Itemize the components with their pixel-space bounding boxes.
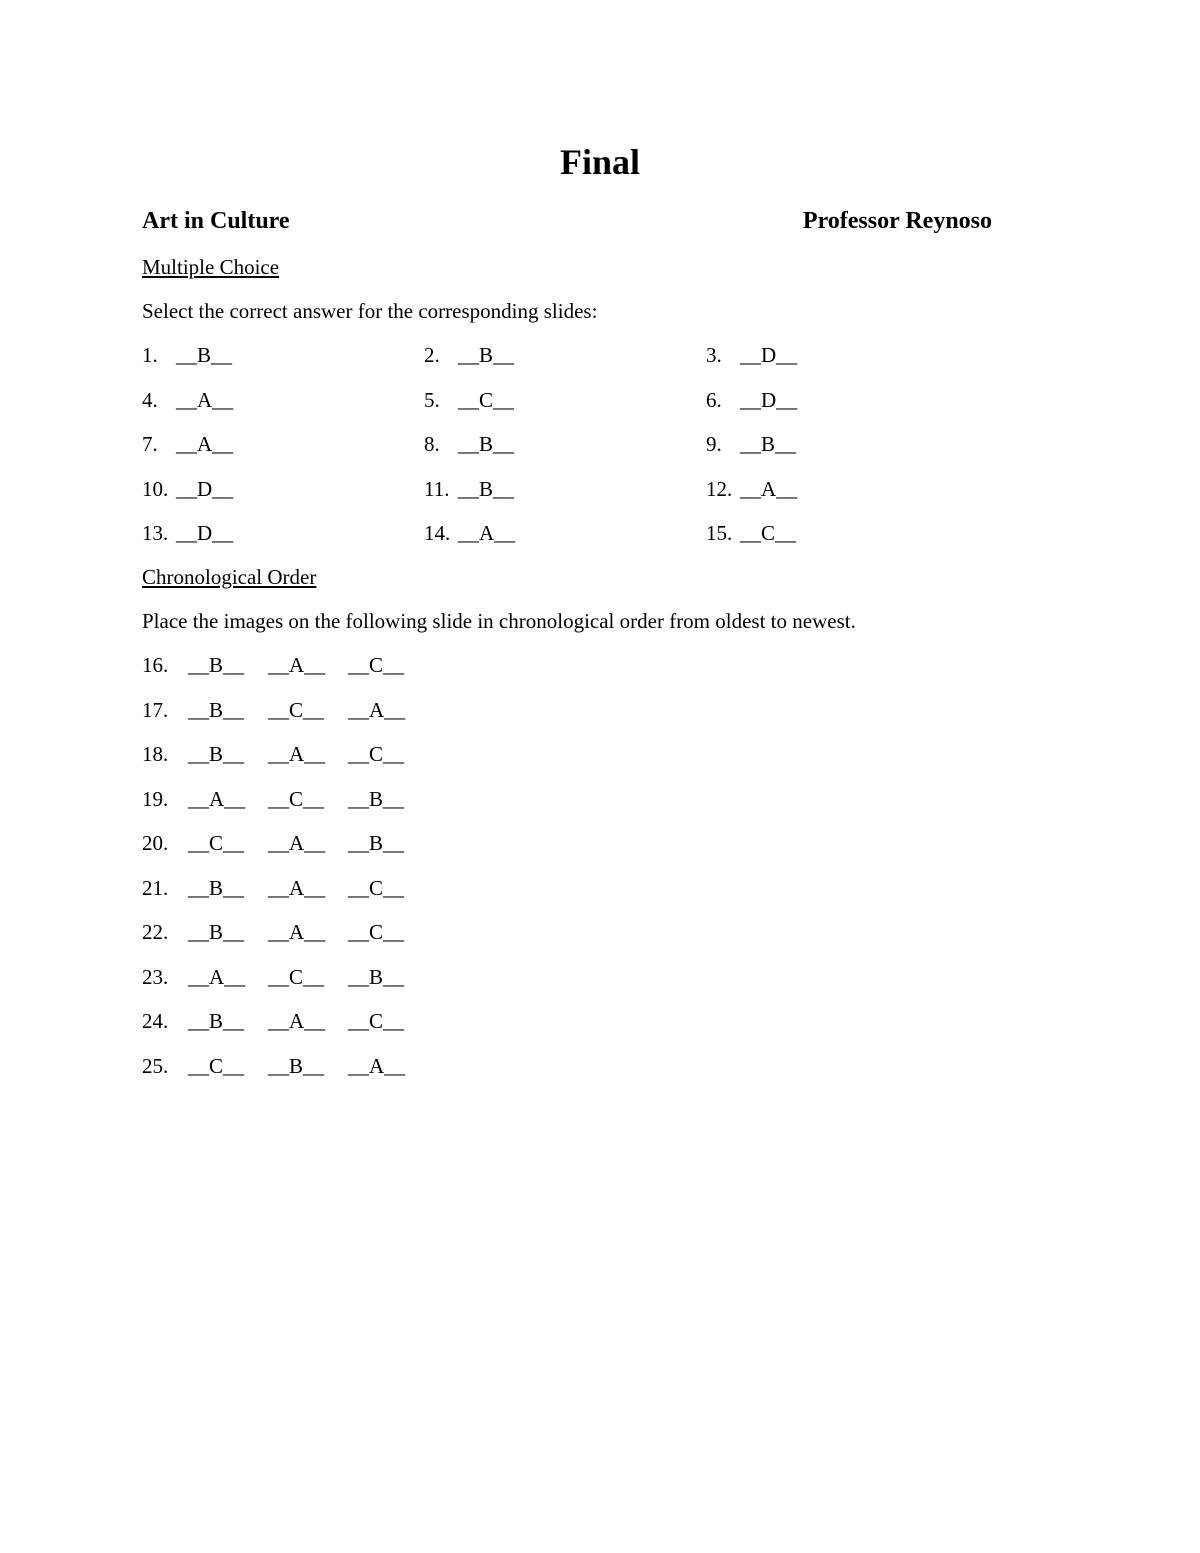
chronological-order-item bbox=[142, 963, 428, 991]
chronological-order-instructions: Place the images on the following slide in chronological order from oldest to newest. bbox=[142, 609, 856, 633]
chronological-order-item bbox=[142, 874, 428, 902]
question-number: 15. bbox=[706, 521, 733, 545]
multiple-choice-item bbox=[142, 341, 232, 369]
question-number: 25. bbox=[142, 1053, 169, 1078]
answer-value: __D__ bbox=[740, 387, 798, 412]
multiple-choice-instructions: Select the correct answer for the corresponding slides: bbox=[142, 299, 598, 323]
multiple-choice-item bbox=[142, 519, 233, 547]
answer-value: __C__ bbox=[458, 387, 515, 412]
multiple-choice-item bbox=[424, 519, 515, 547]
question-number: 16. bbox=[142, 653, 169, 677]
answer-value: __D__ bbox=[740, 343, 798, 367]
answer-value: __B__ bbox=[188, 697, 245, 722]
question-number: 10. bbox=[142, 476, 169, 501]
question-number: 3. bbox=[706, 343, 722, 367]
answer-value: __D__ bbox=[176, 476, 234, 501]
professor-name: Professor Reynoso bbox=[802, 208, 992, 234]
answer-value: __B__ bbox=[458, 476, 515, 501]
document-header bbox=[142, 204, 992, 238]
chronological-order-item bbox=[142, 740, 428, 768]
answer-value: __B__ bbox=[188, 653, 245, 677]
multiple-choice-item bbox=[142, 386, 233, 414]
chronological-order-heading: Chronological Order bbox=[142, 565, 317, 589]
answer-value: __A__ bbox=[458, 521, 516, 545]
answer-value: __A__ bbox=[176, 387, 234, 412]
multiple-choice-item bbox=[142, 430, 233, 458]
document-title: Final bbox=[559, 142, 640, 182]
question-number: 14. bbox=[424, 521, 451, 545]
question-number: 8. bbox=[424, 432, 440, 456]
answer-value: __C__ bbox=[268, 786, 325, 811]
question-number: 6. bbox=[706, 387, 722, 412]
question-number: 12. bbox=[706, 476, 733, 501]
answer-value: __D__ bbox=[176, 521, 234, 545]
answer-value: __A__ bbox=[268, 920, 326, 944]
multiple-choice-item bbox=[706, 341, 797, 369]
multiple-choice-item bbox=[706, 475, 797, 503]
answer-value: __B__ bbox=[188, 920, 245, 944]
chronological-order-item bbox=[142, 696, 428, 724]
chronological-order-item bbox=[142, 829, 428, 857]
question-number: 17. bbox=[142, 697, 169, 722]
chronological-order-item bbox=[142, 918, 428, 946]
multiple-choice-item bbox=[706, 519, 796, 547]
answer-value: __C__ bbox=[348, 1009, 405, 1033]
answer-value: __B__ bbox=[348, 831, 405, 855]
question-number: 23. bbox=[142, 964, 169, 989]
answer-value: __A__ bbox=[348, 1053, 406, 1078]
multiple-choice-item bbox=[142, 475, 233, 503]
question-number: 19. bbox=[142, 786, 169, 811]
answer-value: __B__ bbox=[348, 964, 405, 989]
question-number: 22. bbox=[142, 920, 169, 944]
answer-value: __A__ bbox=[188, 964, 246, 989]
multiple-choice-heading: Multiple Choice bbox=[142, 255, 280, 279]
question-number: 20. bbox=[142, 831, 169, 855]
question-number: 9. bbox=[706, 432, 722, 456]
answer-value: __C__ bbox=[348, 875, 405, 900]
question-number: 24. bbox=[142, 1009, 169, 1033]
answer-value: __B__ bbox=[188, 742, 245, 766]
answer-value: __C__ bbox=[268, 697, 325, 722]
answer-value: __C__ bbox=[348, 653, 405, 677]
answer-value: __A__ bbox=[348, 697, 406, 722]
answer-value: __B__ bbox=[268, 1053, 325, 1078]
answer-value: __C__ bbox=[268, 964, 325, 989]
answer-value: __C__ bbox=[348, 742, 405, 766]
course-name: Art in Culture bbox=[142, 208, 290, 234]
answer-value: __B__ bbox=[740, 432, 797, 456]
question-number: 5. bbox=[424, 387, 440, 412]
answer-value: __A__ bbox=[268, 875, 326, 900]
multiple-choice-item bbox=[424, 386, 514, 414]
answer-value: __A__ bbox=[268, 742, 326, 766]
question-number: 2. bbox=[424, 343, 440, 367]
answer-value: __B__ bbox=[348, 786, 405, 811]
question-number: 1. bbox=[142, 343, 158, 367]
answer-value: __C__ bbox=[348, 920, 405, 944]
answer-value: __A__ bbox=[188, 786, 246, 811]
chronological-order-item bbox=[142, 1052, 428, 1080]
answer-value: __B__ bbox=[176, 343, 233, 367]
answer-value: __A__ bbox=[268, 653, 326, 677]
question-number: 11. bbox=[424, 476, 450, 501]
multiple-choice-item bbox=[424, 430, 514, 458]
chronological-order-item bbox=[142, 1007, 428, 1035]
question-number: 13. bbox=[142, 521, 169, 545]
chronological-order-item bbox=[142, 785, 428, 813]
answer-value: __A__ bbox=[740, 476, 798, 501]
answer-value: __A__ bbox=[176, 432, 234, 456]
multiple-choice-item bbox=[706, 386, 797, 414]
answer-value: __C__ bbox=[740, 521, 797, 545]
multiple-choice-item bbox=[424, 475, 514, 503]
answer-value: __B__ bbox=[458, 343, 515, 367]
answer-value: __C__ bbox=[188, 1053, 245, 1078]
answer-value: __A__ bbox=[268, 1009, 326, 1033]
question-number: 7. bbox=[142, 432, 158, 456]
answer-value: __B__ bbox=[188, 875, 245, 900]
answer-value: __B__ bbox=[458, 432, 515, 456]
question-number: 4. bbox=[142, 387, 158, 412]
question-number: 21. bbox=[142, 875, 169, 900]
answer-value: __B__ bbox=[188, 1009, 245, 1033]
multiple-choice-item bbox=[424, 341, 514, 369]
answer-value: __A__ bbox=[268, 831, 326, 855]
answer-value: __C__ bbox=[188, 831, 245, 855]
chronological-order-item bbox=[142, 651, 428, 679]
question-number: 18. bbox=[142, 742, 169, 766]
multiple-choice-item bbox=[706, 430, 796, 458]
